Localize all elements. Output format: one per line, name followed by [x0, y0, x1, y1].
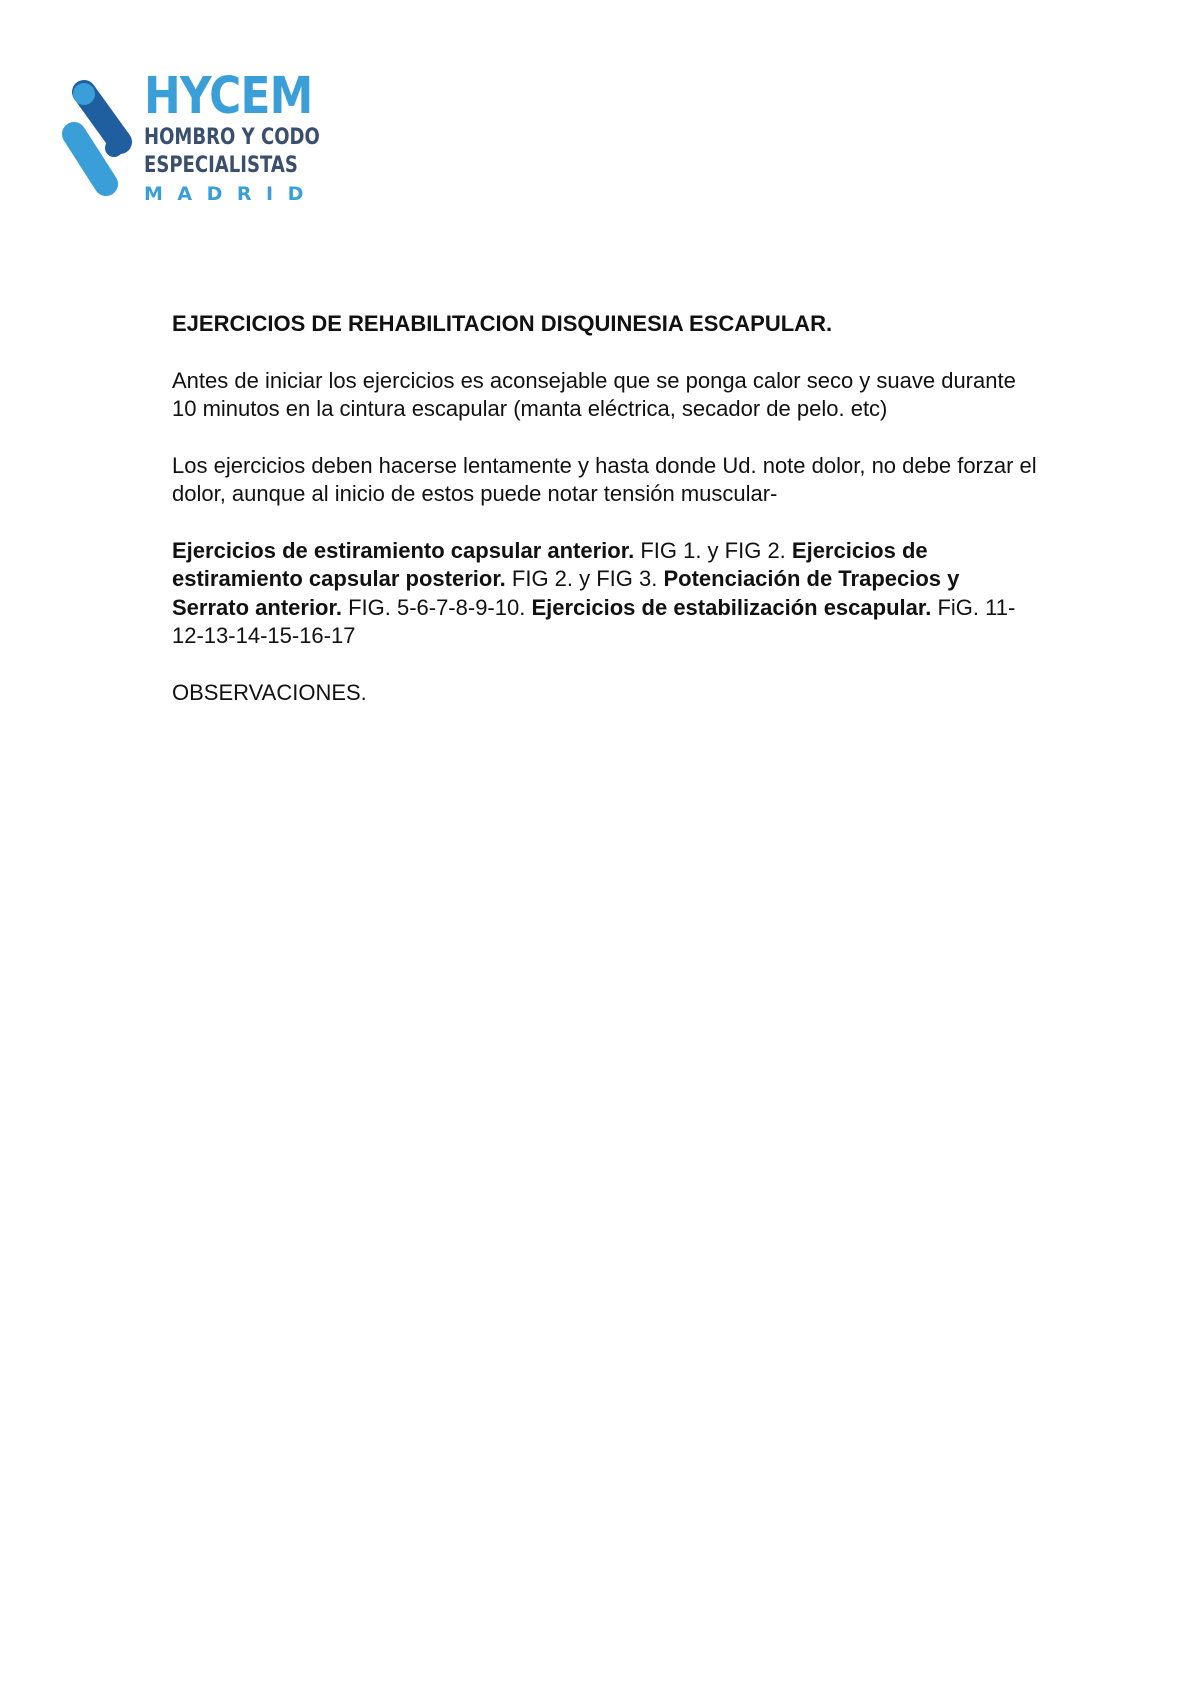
- paragraph-heat: Antes de iniciar los ejercicios es aconsejable que se ponga calor seco y suave durante 10 minutos en la cintura escapular (manta eléctrica, secador de pelo. etc): [172, 367, 1016, 421]
- document-title: EJERCICIOS DE REHABILITACION DISQUINESIA ESCAPULAR.: [172, 311, 833, 336]
- document-body: [172, 310, 1042, 735]
- exercise-stabilization-figs: FiG. 11-12-13-14-15-16-17: [172, 594, 1016, 648]
- logo-city: MADRID: [144, 183, 318, 205]
- logo-tagline-1: HOMBRO Y CODO: [144, 125, 320, 150]
- exercise-posterior-title: Ejercicios de estiramiento capsular posterior.: [172, 537, 928, 591]
- exercise-trapezius-figs: FIG. 5-6-7-8-9-10.: [341, 594, 532, 620]
- paragraph-exercises: [172, 537, 1042, 651]
- paragraph-instructions: Los ejercicios deben hacerse lentamente y hasta donde Ud. note dolor, no debe forzar el dolor, aunque al inicio de estos puede notar tensión muscular-: [172, 452, 1037, 506]
- exercise-trapezius-title: Potenciación de Trapecios y Serrato anterior.: [172, 566, 960, 620]
- hycem-logo: [58, 67, 320, 210]
- exercise-anterior-title: Ejercicios de estiramiento capsular anterior.: [172, 537, 635, 563]
- exercise-anterior-figs: FIG 1. y FIG 2.: [634, 537, 792, 563]
- logo-text: [144, 67, 320, 208]
- logo-brand: HYCEM: [144, 67, 313, 126]
- observations-heading: OBSERVACIONES.: [172, 679, 367, 705]
- logo-tagline-2: ESPECIALISTAS: [144, 153, 298, 178]
- exercise-posterior-figs: FIG 2. y FIG 3.: [505, 566, 664, 591]
- exercise-stabilization-title: Ejercicios de estabilización escapular.: [531, 594, 932, 620]
- logo-mark-icon: [58, 78, 138, 202]
